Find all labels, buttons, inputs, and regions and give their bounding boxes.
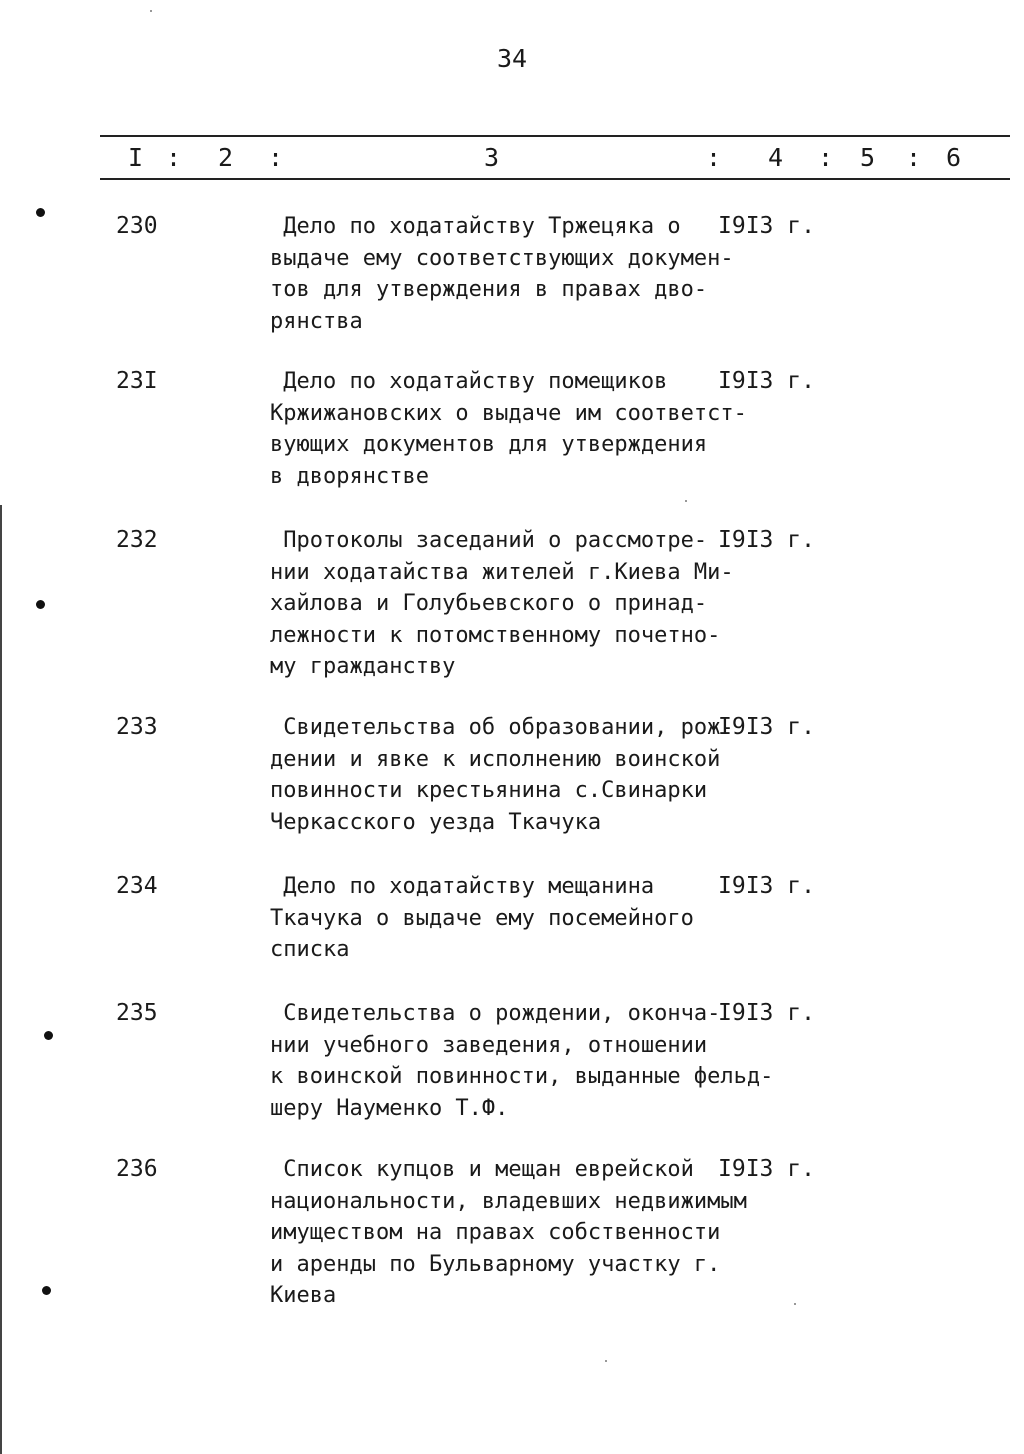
entry-description-line: Кржижановских о выдаче им соответст-: [270, 400, 747, 426]
entry-date: I9I3 г.: [718, 1156, 815, 1182]
binder-hole-mark: [36, 600, 45, 609]
entry-date: I9I3 г.: [718, 368, 815, 394]
column-separator: :: [818, 143, 834, 172]
entry-description-line: выдаче ему соответствующих докумен-: [270, 245, 734, 271]
entry-description-line: Дело по ходатайству мещанина: [270, 874, 655, 899]
scan-speck: [794, 1303, 796, 1305]
entry-description-line: к воинской повинности, выданные фельд-: [270, 1064, 774, 1089]
entry-description-line: лежности к потомственному почетно-: [270, 622, 721, 648]
page-number: 34: [496, 44, 528, 73]
entry-description-line: вующих документов для утверждения: [270, 432, 708, 457]
scan-edge-line: [0, 505, 2, 1454]
scan-speck: [605, 1360, 607, 1362]
column-separator: :: [166, 143, 182, 172]
entry-date: I9I3 г.: [718, 527, 815, 553]
entry-description-line: рянства: [270, 308, 363, 334]
entry-description: [270, 211, 750, 337]
header-rule-top: [100, 135, 1010, 137]
entry-description: [270, 525, 750, 683]
column-separator: :: [268, 143, 284, 172]
entry-description-line: Свидетельства об образовании, рож-: [270, 715, 734, 740]
entry-number: 233: [116, 714, 158, 740]
entry-description: [270, 1154, 750, 1312]
column-separator: :: [906, 143, 922, 172]
entry-description: [270, 871, 750, 966]
header-rule-bottom: [100, 178, 1010, 180]
entry-description-line: Свидетельства о рождении, оконча-: [270, 1001, 721, 1026]
entry-description-line: тов для утверждения в правах дво-: [270, 277, 708, 302]
entry-description-line: Дело по ходатайству Тржецяка о: [270, 214, 681, 239]
binder-hole-mark: [44, 1031, 53, 1040]
entry-number: 235: [116, 1000, 158, 1026]
entry-description-line: национальности, владевших недвижимым: [270, 1188, 747, 1214]
entry-number: 234: [116, 873, 158, 899]
column-header-1: I: [128, 143, 144, 172]
entry-date: I9I3 г.: [718, 213, 815, 239]
entry-number: 230: [116, 213, 158, 239]
entry-number: 23I: [116, 368, 158, 394]
column-header-2: 2: [218, 143, 234, 172]
entry-description: [270, 366, 750, 492]
entry-description-line: повинности крестьянина с.Свинарки: [270, 778, 708, 803]
entry-description-line: Дело по ходатайству помещиков: [270, 369, 668, 394]
column-header-3: 3: [484, 143, 500, 172]
column-separator: :: [706, 143, 722, 172]
entry-description-line: и аренды по Бульварному участку г.: [270, 1251, 721, 1277]
entry-description-line: нии учебного заведения, отношении: [270, 1032, 708, 1058]
entry-description-line: дении и явке к исполнению воинской: [270, 746, 721, 772]
entry-description-line: хайлова и Голубьевского о принад-: [270, 591, 708, 616]
column-header-4: 4: [768, 143, 784, 172]
entry-date: I9I3 г.: [718, 1000, 815, 1026]
entry-date: I9I3 г.: [718, 714, 815, 740]
entry-description-line: Список купцов и мещан еврейской: [270, 1157, 694, 1182]
entry-description-line: имуществом на правах собственности: [270, 1220, 721, 1245]
entry-description: [270, 712, 750, 838]
entry-description-line: му гражданству: [270, 654, 456, 679]
column-header-6: 6: [946, 143, 962, 172]
entry-date: I9I3 г.: [718, 873, 815, 899]
entry-description-line: в дворянстве: [270, 463, 429, 489]
entry-description-line: шеру Науменко Т.Ф.: [270, 1095, 509, 1121]
entry-description-line: списка: [270, 937, 350, 962]
binder-hole-mark: [42, 1286, 51, 1295]
entry-description-line: Киева: [270, 1283, 337, 1308]
entry-number: 236: [116, 1156, 158, 1182]
column-header-5: 5: [860, 143, 876, 172]
entry-number: 232: [116, 527, 158, 553]
entry-description-line: Протоколы заседаний о рассмотре-: [270, 528, 708, 553]
scan-speck: [685, 500, 687, 502]
binder-hole-mark: [36, 208, 45, 217]
entry-description-line: нии ходатайства жителей г.Киева Ми-: [270, 559, 734, 585]
scan-speck: [150, 10, 152, 12]
entry-description-line: Ткачука о выдаче ему посемейного: [270, 905, 694, 931]
entry-description-line: Черкасского уезда Ткачука: [270, 809, 602, 835]
